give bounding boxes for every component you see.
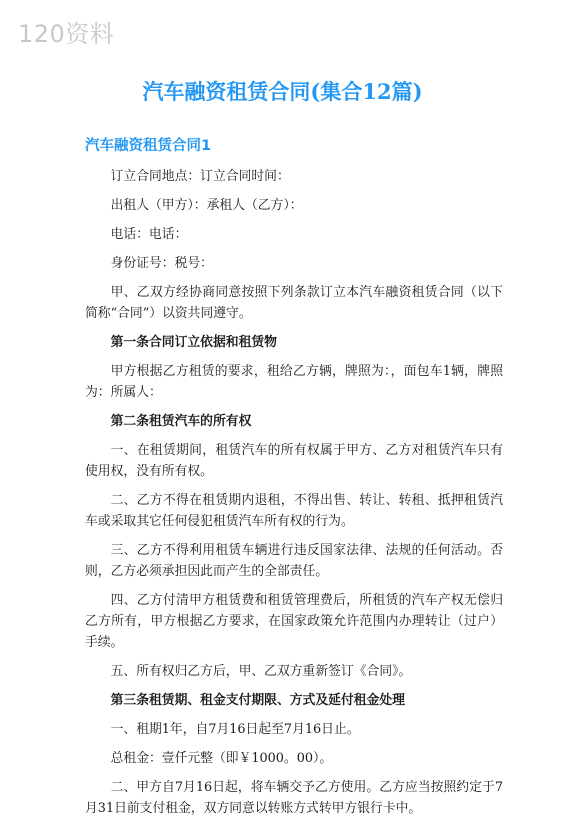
clause-heading: 第一条合同订立依据和租赁物 (110, 335, 277, 350)
paragraph: 一、租期1年，自7月16日起至7月16日止。 (110, 722, 360, 737)
clause-heading: 第三条租赁期、租金支付期限、方式及延付租金处理 (110, 693, 405, 708)
paragraph: 一、在租赁期间，租赁汽车的所有权属于甲方、乙方对租赁汽车只有使用权，没有所有权。 (85, 443, 503, 479)
paragraph: 甲、乙双方经协商同意按照下列条款订立本汽车融资租赁合同（以下简称“合同”）以资共同遵守。 (85, 285, 503, 321)
paragraph: 四、乙方付清甲方租赁费和租赁管理费后，所租赁的汽车产权无偿归乙方所有，甲方根据乙方要求，在国家政策允许范围内办理转让（过户）手续。 (85, 593, 503, 650)
paragraph: 身份证号：税号： (110, 256, 213, 271)
paragraph: 三、乙方不得利用租赁车辆进行违反国家法律、法规的任何活动。否则，乙方必须承担因此而产生的全部责任。 (85, 543, 503, 579)
paragraph: 电话：电话： (110, 227, 188, 242)
paragraph: 出租人（甲方）：承租人（乙方）： (110, 198, 303, 213)
paragraph: 五、所有权归乙方后，甲、乙双方重新签订《合同》。 (110, 664, 412, 679)
paragraph: 订立合同地点：订立合同时间： (110, 169, 290, 184)
section-title: 汽车融资租赁合同1 (85, 138, 212, 154)
document-body (85, 166, 503, 827)
paragraph: 二、乙方不得在租赁期内退租，不得出售、转让、转租、抵押租赁汽车或采取其它任何侵犯租赁汽车所有权的行为。 (85, 493, 503, 529)
paragraph: 总租金：壹仟元整（即￥1000。00）。 (110, 751, 333, 766)
clause-heading: 第二条租赁汽车的所有权 (110, 414, 252, 429)
watermark-logo: 120资料 (18, 20, 115, 48)
paragraph: 二、甲方自7月16日起，将车辆交予乙方使用。乙方应当按照约定于7月31日前支付租金，双方同意以转账方式转甲方银行卡中。 (85, 780, 503, 816)
paragraph: 甲方根据乙方租赁的要求，租给乙方辆，牌照为：，面包车1辆，牌照为：所属人： (85, 364, 503, 400)
document-title: 汽车融资租赁合同(集合12篇) (142, 79, 423, 104)
